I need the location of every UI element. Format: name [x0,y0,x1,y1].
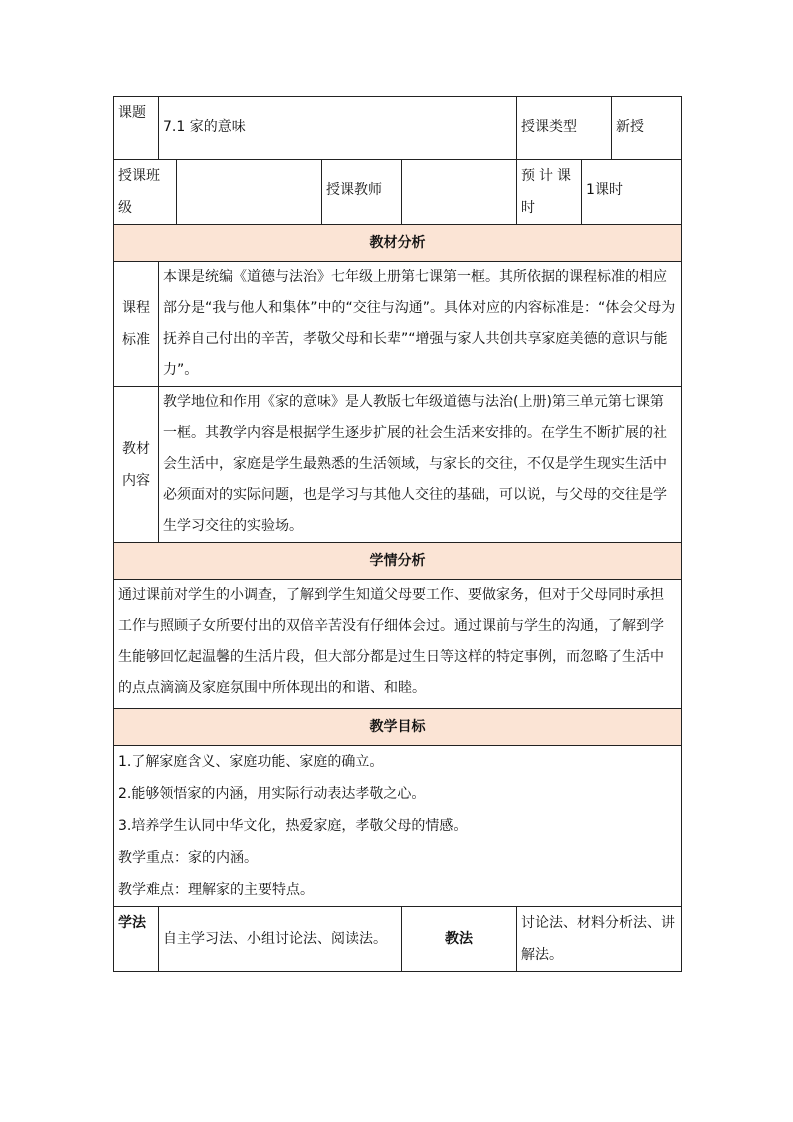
lesson-plan-table [113,96,682,972]
goal-item: 1.了解家庭含义、家庭功能、家庭的确立。 [118,754,384,770]
class-label: 授课班级 [114,160,177,225]
topic-value: 7.1 家的意味 [159,97,517,160]
study-method-value: 自主学习法、小组讨论法、阅读法。 [159,907,402,972]
content-text: 教学地位和作用《家的意味》是人教版七年级道德与法治(上册)第三单元第七课第一框。其教学内容是根据学生逐步扩展的社会生活来安排的。在学生不断扩展的社会生活中，家庭是学生最熟悉的生活领域，与家长的交往，不仅是学生现实生活中必须面对的实际问题，也是学习与其他人交往的基础，可以说，与父母的交往是学生学习交往的实验场。 [159,387,682,543]
goals-header-row [114,709,682,746]
learner-text: 通过课前对学生的小调查，了解到学生知道父母要工作、要做家务，但对于父母同时承担工作与照顾子女所要付出的双倍辛苦没有仔细体会过。通过课前与学生的沟通，了解到学生能够回忆起温馨的生活片段，但大部分都是过生日等这样的特定事例，而忽略了生活中的点点滴滴及家庭氛围中所体现出的和谐、和睦。 [114,580,682,709]
standard-text: 本课是统编《道德与法治》七年级上册第七课第一框。其所依据的课程标准的相应部分是“我与他人和集体”中的“交往与沟通”。具体对应的内容标准是：“体会父母为抚养自己付出的辛苦，孝敬父母和长辈”“增强与家人共创共享家庭美德的意识与能力”。 [159,262,682,387]
key-point: 教学重点：家的内涵。 [118,850,258,866]
standard-row [114,262,682,387]
class-row [114,160,682,225]
textbook-header: 教材分析 [114,225,682,262]
goals-header: 教学目标 [114,709,682,746]
content-label: 教材内容 [114,387,159,543]
goal-item: 3.培养学生认同中华文化，热爱家庭，孝敬父母的情感。 [118,818,468,834]
hours-value: 1课时 [582,160,682,225]
teach-method-label: 教法 [402,907,517,972]
standard-label: 课程标准 [114,262,159,387]
class-value [177,160,322,225]
teacher-label: 授课教师 [322,160,402,225]
teach-method-value: 讨论法、材料分析法、讲解法。 [517,907,682,972]
study-method-label: 学法 [114,907,159,972]
learner-header: 学情分析 [114,543,682,580]
type-label: 授课类型 [517,97,612,160]
difficult-point: 教学难点：理解家的主要特点。 [118,882,314,898]
lesson-plan-page [113,96,681,972]
type-value: 新授 [612,97,682,160]
learner-row [114,580,682,709]
content-row [114,387,682,543]
learner-header-row [114,543,682,580]
goal-item: 2.能够领悟家的内涵，用实际行动表达孝敬之心。 [118,786,426,802]
hours-label: 预计课时 [517,160,582,225]
teacher-value [402,160,517,225]
textbook-header-row [114,225,682,262]
methods-row [114,907,682,972]
goals-list [114,746,682,907]
goals-row [114,746,682,907]
topic-label: 课题 [114,97,159,160]
topic-row [114,97,682,160]
